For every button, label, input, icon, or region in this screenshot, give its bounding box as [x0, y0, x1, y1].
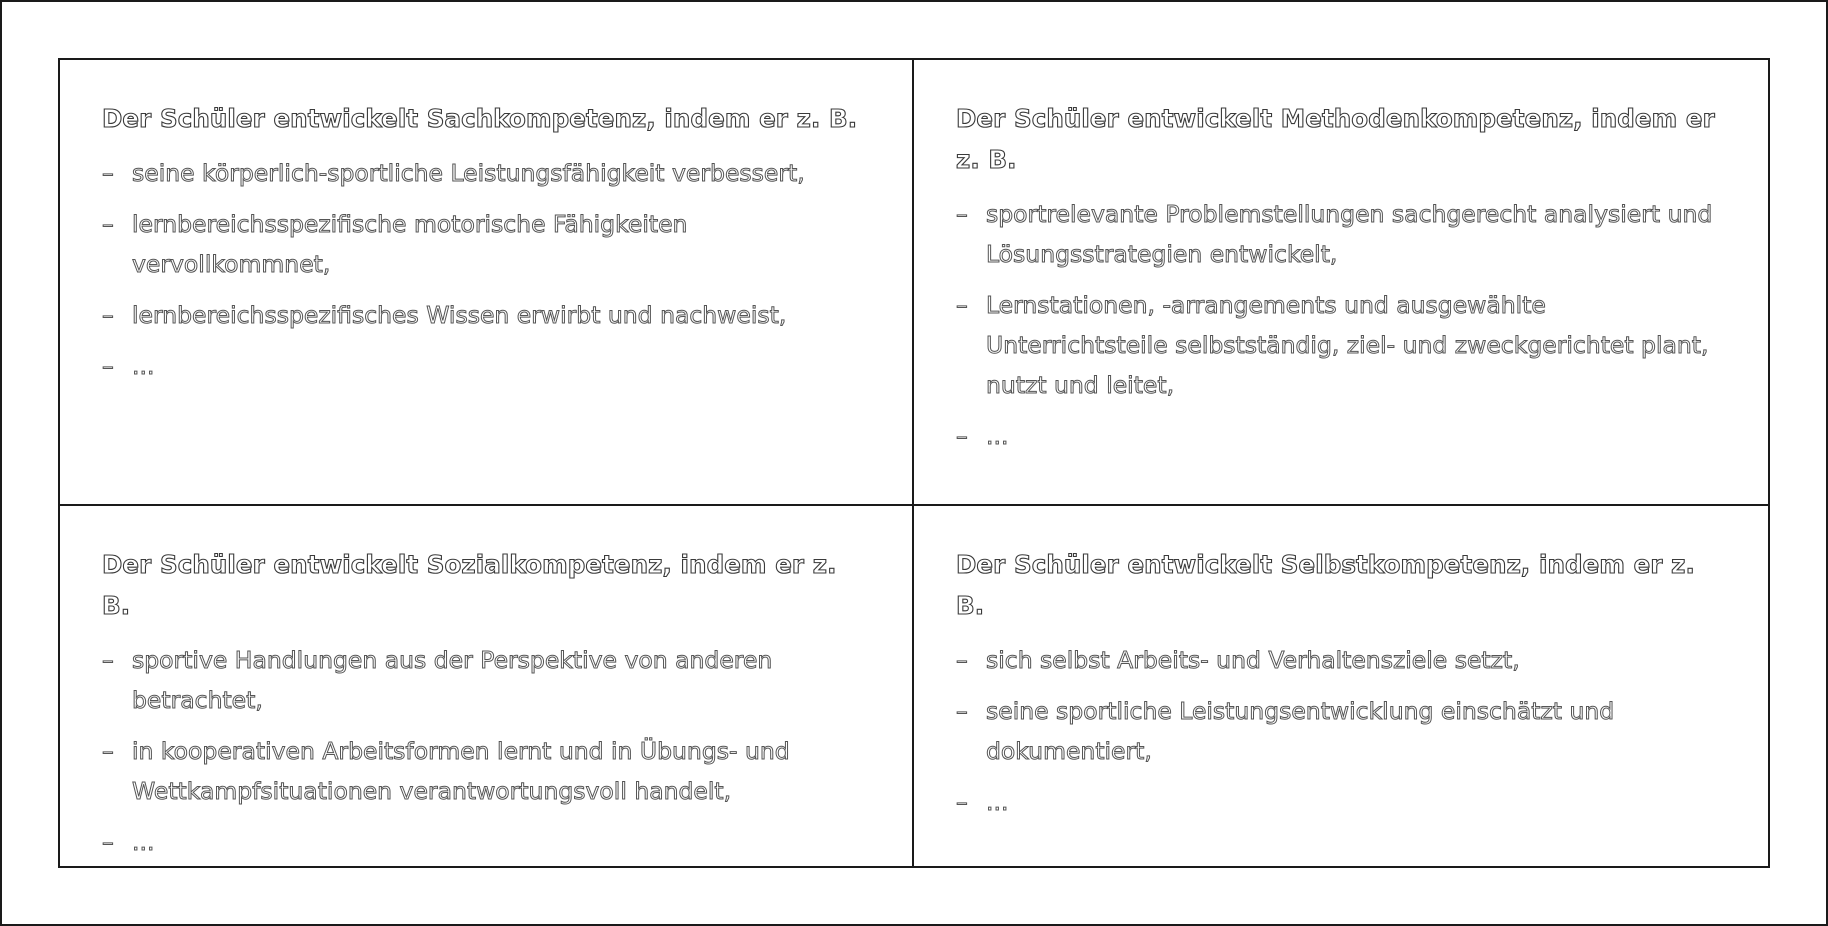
item-text: lernbereichsspezifisches Wissen erwirbt und nachweist, [132, 301, 787, 329]
item-list [956, 640, 1730, 822]
quadrant-heading: Der Schüler entwickelt Sachkompetenz, indem er z. B. [102, 104, 858, 133]
list-item [956, 691, 1730, 771]
dash-bullet: – [956, 788, 968, 816]
item-text: ... [132, 352, 155, 380]
dash-bullet: – [102, 737, 114, 765]
list-item [956, 782, 1730, 822]
list-item [102, 153, 872, 193]
quadrant-sozialkompetenz [60, 506, 914, 866]
item-list [956, 194, 1730, 456]
list-item [102, 822, 872, 862]
dash-bullet: – [956, 422, 968, 450]
dash-bullet: – [956, 200, 968, 228]
quadrant-heading: Der Schüler entwickelt Sozialkompetenz, indem er z. B. [102, 550, 837, 620]
list-item [956, 285, 1730, 405]
list-item [956, 194, 1730, 274]
item-text: sportive Handlungen aus der Perspektive von anderen betrachtet, [132, 646, 773, 714]
item-text: ... [986, 788, 1009, 816]
item-text: seine sportliche Leistungsentwicklung einschätzt und dokumentiert, [986, 697, 1615, 765]
dash-bullet: – [956, 291, 968, 319]
list-item [102, 204, 872, 284]
list-item [102, 731, 872, 811]
quadrant-sachkompetenz [60, 60, 914, 506]
item-text: sportrelevante Problemstellungen sachgerecht analysiert und Lösungsstrategien entwickelt, [986, 200, 1713, 268]
list-item [102, 346, 872, 386]
dash-bullet: – [102, 646, 114, 674]
list-item [102, 640, 872, 720]
quadrant-methodenkompetenz [914, 60, 1770, 506]
item-text: seine körperlich-sportliche Leistungsfähigkeit verbessert, [132, 159, 805, 187]
dash-bullet: – [956, 697, 968, 725]
item-list [102, 153, 872, 386]
dash-bullet: – [102, 159, 114, 187]
item-text: ... [986, 422, 1009, 450]
item-list [102, 640, 872, 862]
item-text: in kooperativen Arbeitsformen lernt und in Übungs- und Wettkampfsituationen verantwortungsvoll handelt, [132, 737, 790, 805]
item-text: ... [132, 828, 155, 856]
dash-bullet: – [102, 301, 114, 329]
list-item [102, 295, 872, 335]
dash-bullet: – [102, 352, 114, 380]
item-text: lernbereichsspezifische motorische Fähigkeiten vervollkommnet, [132, 210, 688, 278]
dash-bullet: – [956, 646, 968, 674]
item-text: Lernstationen, -arrangements und ausgewählte Unterrichtsteile selbstständig, ziel- und zweckgerichtet plant, nutzt und leitet, [986, 291, 1709, 399]
dash-bullet: – [102, 828, 114, 856]
dash-bullet: – [102, 210, 114, 238]
list-item [956, 416, 1730, 456]
list-item [956, 640, 1730, 680]
item-text: sich selbst Arbeits- und Verhaltensziele setzt, [986, 646, 1520, 674]
quadrant-selbstkompetenz [914, 506, 1770, 866]
competence-grid [58, 58, 1770, 868]
quadrant-heading: Der Schüler entwickelt Selbstkompetenz, indem er z. B. [956, 550, 1695, 620]
quadrant-heading: Der Schüler entwickelt Methodenkompetenz, indem er z. B. [956, 104, 1715, 174]
